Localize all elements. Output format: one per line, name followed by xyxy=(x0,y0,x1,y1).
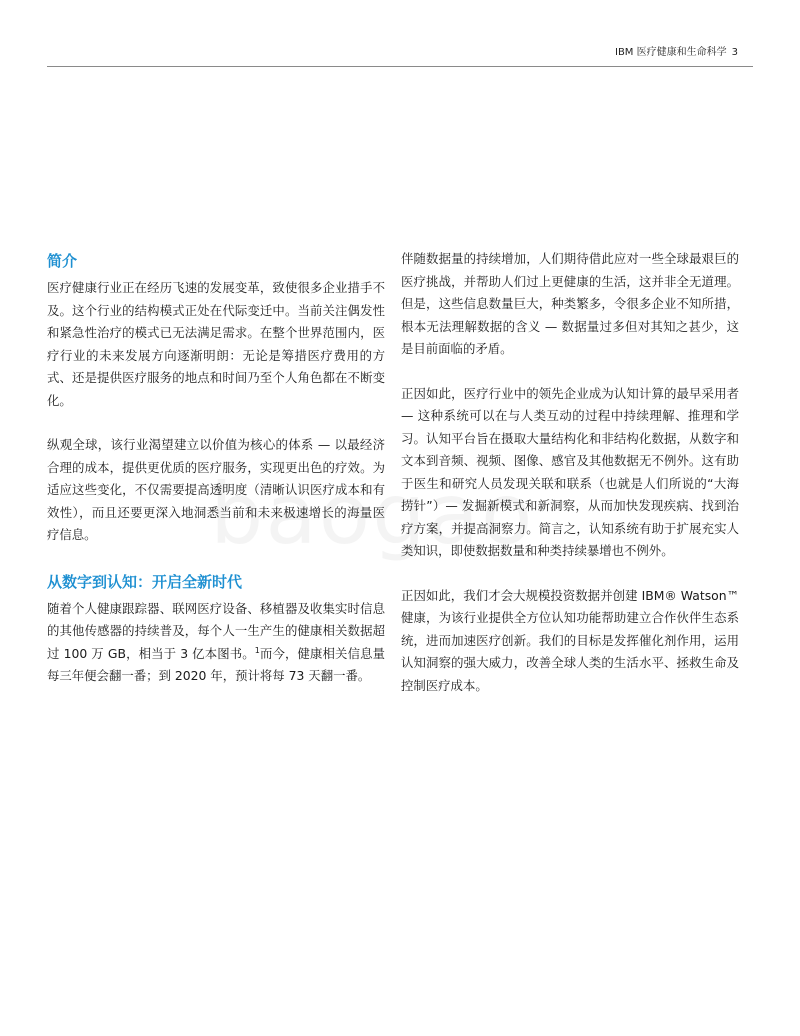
section-heading-digital-to-cognitive: 从数字到认知：开启全新时代 xyxy=(47,572,243,591)
right-paragraph-1: 伴随数据量的持续增加，人们期待借此应对一些全球最艰巨的医疗挑战，并帮助人们过上更健康的生活，这并非全无道理。但是，这些信息数量巨大，种类繁多，令很多企业不知所措，根本无法理解数据的含义 — 数据量过多但对其知之甚少，这是目前面临的矛盾。 xyxy=(401,251,739,356)
section-heading-intro: 简介 xyxy=(47,252,78,270)
intro-paragraph-1: 医疗健康行业正在经历飞速的发展变革，致使很多企业措手不及。这个行业的结构模式正处在代际变迁中。当前关注偶发性和紧急性治疗的模式已无法满足需求。在整个世界范围内，医疗行业的未来发展方向逐渐明朗：无论是筹措医疗费用的方式、还是提供医疗服务的地点和时间乃至个人角色都在不断变化。 xyxy=(47,280,385,408)
header-title xyxy=(615,43,738,58)
right-column xyxy=(401,248,739,719)
page-header xyxy=(0,0,800,70)
left-column xyxy=(47,248,385,710)
header-divider xyxy=(47,66,753,67)
digital-to-cognitive-paragraph xyxy=(47,598,385,688)
header-title-text: IBM 医疗健康和生命科学 xyxy=(615,47,727,58)
intro-paragraph-2: 纵观全球，该行业渴望建立以价值为核心的体系 — 以最经济合理的成本，提供更优质的医疗服务，实现更出色的疗效。为适应这些变化，不仅需要提高透明度（清晰认识医疗成本和有效性），而且还要更深入地洞悉当前和未来极速增长的海量医疗信息。 xyxy=(47,437,385,542)
right-paragraph-3: 正因如此，我们才会大规模投资数据并创建 IBM® Watson™ 健康，为该行业提供全方位认知功能帮助建立合作伙伴生态系统，进而加速医疗创新。我们的目标是发挥催化剂作用，运用认知洞察的强大威力，改善全球人类的生活水平、拯救生命及控制医疗成本。 xyxy=(401,587,739,693)
paragraph-text-after-ref: 而今，健康相关信息量每三年便会翻一番；到 2020 年，预计将每 73 天翻一番。 xyxy=(47,645,385,683)
page-number: 3 xyxy=(731,47,738,58)
right-paragraph-2: 正因如此，医疗行业中的领先企业成为认知计算的最早采用者 — 这种系统可以在与人类互动的过程中持续理解、推理和学习。认知平台旨在摄取大量结构化和非结构化数据，从数字和文本到音频、视频、图像、感官及其他数据无不例外。这有助于医生和研究人员发现关联和联系（也就是人们所说的“大海捞针”）— 发掘新模式和新洞察，从而加快发现疾病、找到治疗方案，并提高洞察力。简言之，认知系统有助于扩展充实人类知识，即使数据数量和种类持续暴增也不例外。 xyxy=(401,385,739,558)
footnote-reference[interactable]: 1 xyxy=(254,645,260,655)
paragraph-text-before-ref: 随着个人健康跟踪器、联网医疗设备、移植器及收集实时信息的其他传感器的持续普及，每个人一生产生的健康相关数据超过 100 万 GB，相当于 3 亿本图书。 xyxy=(47,600,385,661)
